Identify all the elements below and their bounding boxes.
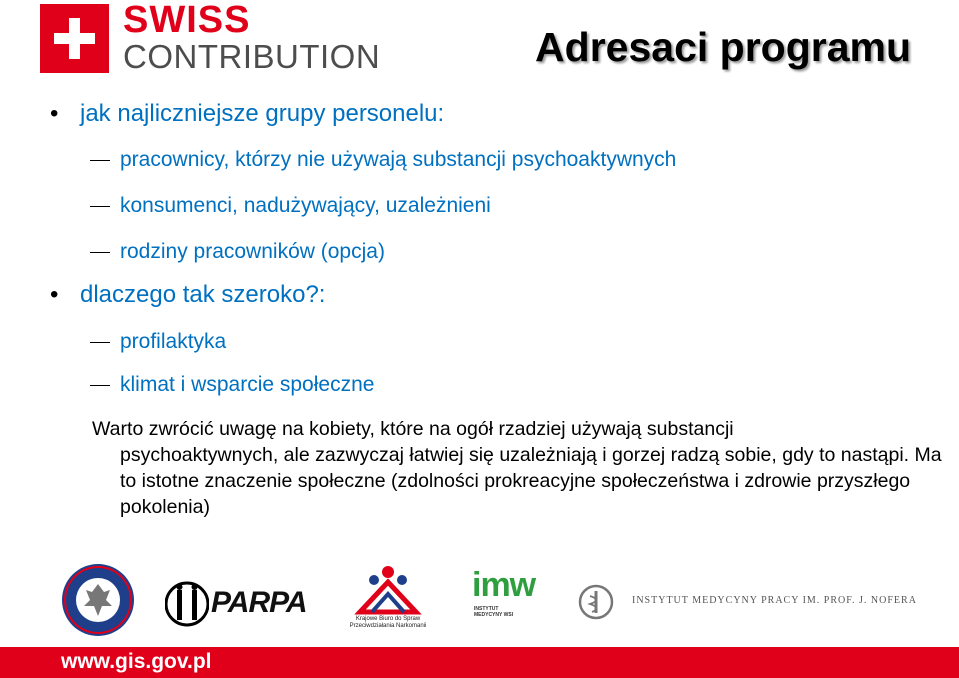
footer-bar [0, 647, 959, 678]
imp-logo [578, 584, 917, 625]
slide: SWISS CONTRIBUTION Adresaci programu • jak najliczniejsze grupy personelu: pracownicy, którzy nie używają substancji psychoaktywnych konsumenci, nadużywający, uzależnieni rodziny pracowników (opcja) • dlaczego tak szeroko?: profilaktyka klimat i wsparcie społeczne Warto zwrócić uwagę na kobiety, które na ogół rzadziej używają substancji psychoaktywnych, ale zazwyczaj łatwiej się uzależniają i gorzej radzą sobie, gdy to nastąpi. Ma to istotne znaczenie społeczne (zdolności prokreacyjne społeczeństwa i zdrowie przyszłego pokolenia) PARPA Krajowe Biuro do Spraw Przeciwdziałania Narkomanii imw INSTYTUT MEDYCYNY WSI INSTYTUT MEDYCYNY PRACY IM. PROF. J. NOFERA www.gis.gov.pl [0, 0, 959, 678]
imw-text: imw [472, 566, 536, 604]
parpa-figures-icon [165, 578, 209, 630]
bullet-dot-icon: • [50, 281, 59, 308]
kbpn-line2: Przeciwdziałania Narkomanii [349, 623, 427, 629]
bullet-dot-icon: • [50, 100, 59, 127]
slide-title: Adresaci programu [535, 24, 911, 70]
pis-emblem-icon [60, 562, 136, 638]
imp-text: INSTYTUT MEDYCYNY PRACY IM. PROF. J. NOFERA [632, 595, 917, 606]
logo-contribution-text: CONTRIBUTION [123, 38, 381, 75]
logo-swiss-text: SWISS [123, 0, 251, 41]
kbpn-line1: Krajowe Biuro do Spraw [355, 616, 421, 622]
footer-url[interactable]: www.gis.gov.pl [61, 650, 212, 673]
parpa-text: PARPA [211, 586, 307, 619]
dash-icon [90, 252, 110, 253]
bullet-1-text: jak najliczniejsze grupy personelu: [80, 100, 445, 127]
kbpn-people-icon [352, 564, 424, 616]
bullet-2-text: dlaczego tak szeroko?: [80, 281, 326, 308]
dash-icon [90, 160, 110, 161]
paragraph-rest: psychoaktywnych, ale zazwyczaj łatwiej się uzależniają i gorzej radzą sobie, gdy to nastąpi. Ma to istotne znaczenie społeczne (zdolności prokreacyjne społeczeństwa i zdrowie przyszłego pokolenia) [120, 444, 942, 518]
pis-logo [60, 562, 136, 643]
kbpn-logo [349, 564, 427, 629]
dash-icon [90, 342, 110, 343]
parpa-logo [165, 578, 307, 635]
paragraph-first-line: Warto zwrócić uwagę na kobiety, które na ogół rzadziej używają substancji [92, 418, 734, 440]
note-paragraph [92, 416, 942, 520]
pis-text [60, 562, 61, 563]
partner-logos [0, 560, 959, 640]
dash-icon [90, 206, 110, 207]
swiss-flag-icon [40, 4, 109, 73]
dash-icon [90, 385, 110, 386]
imw-sub-text: INSTYTUT MEDYCYNY WSI [474, 606, 514, 618]
caduceus-icon [578, 584, 614, 620]
